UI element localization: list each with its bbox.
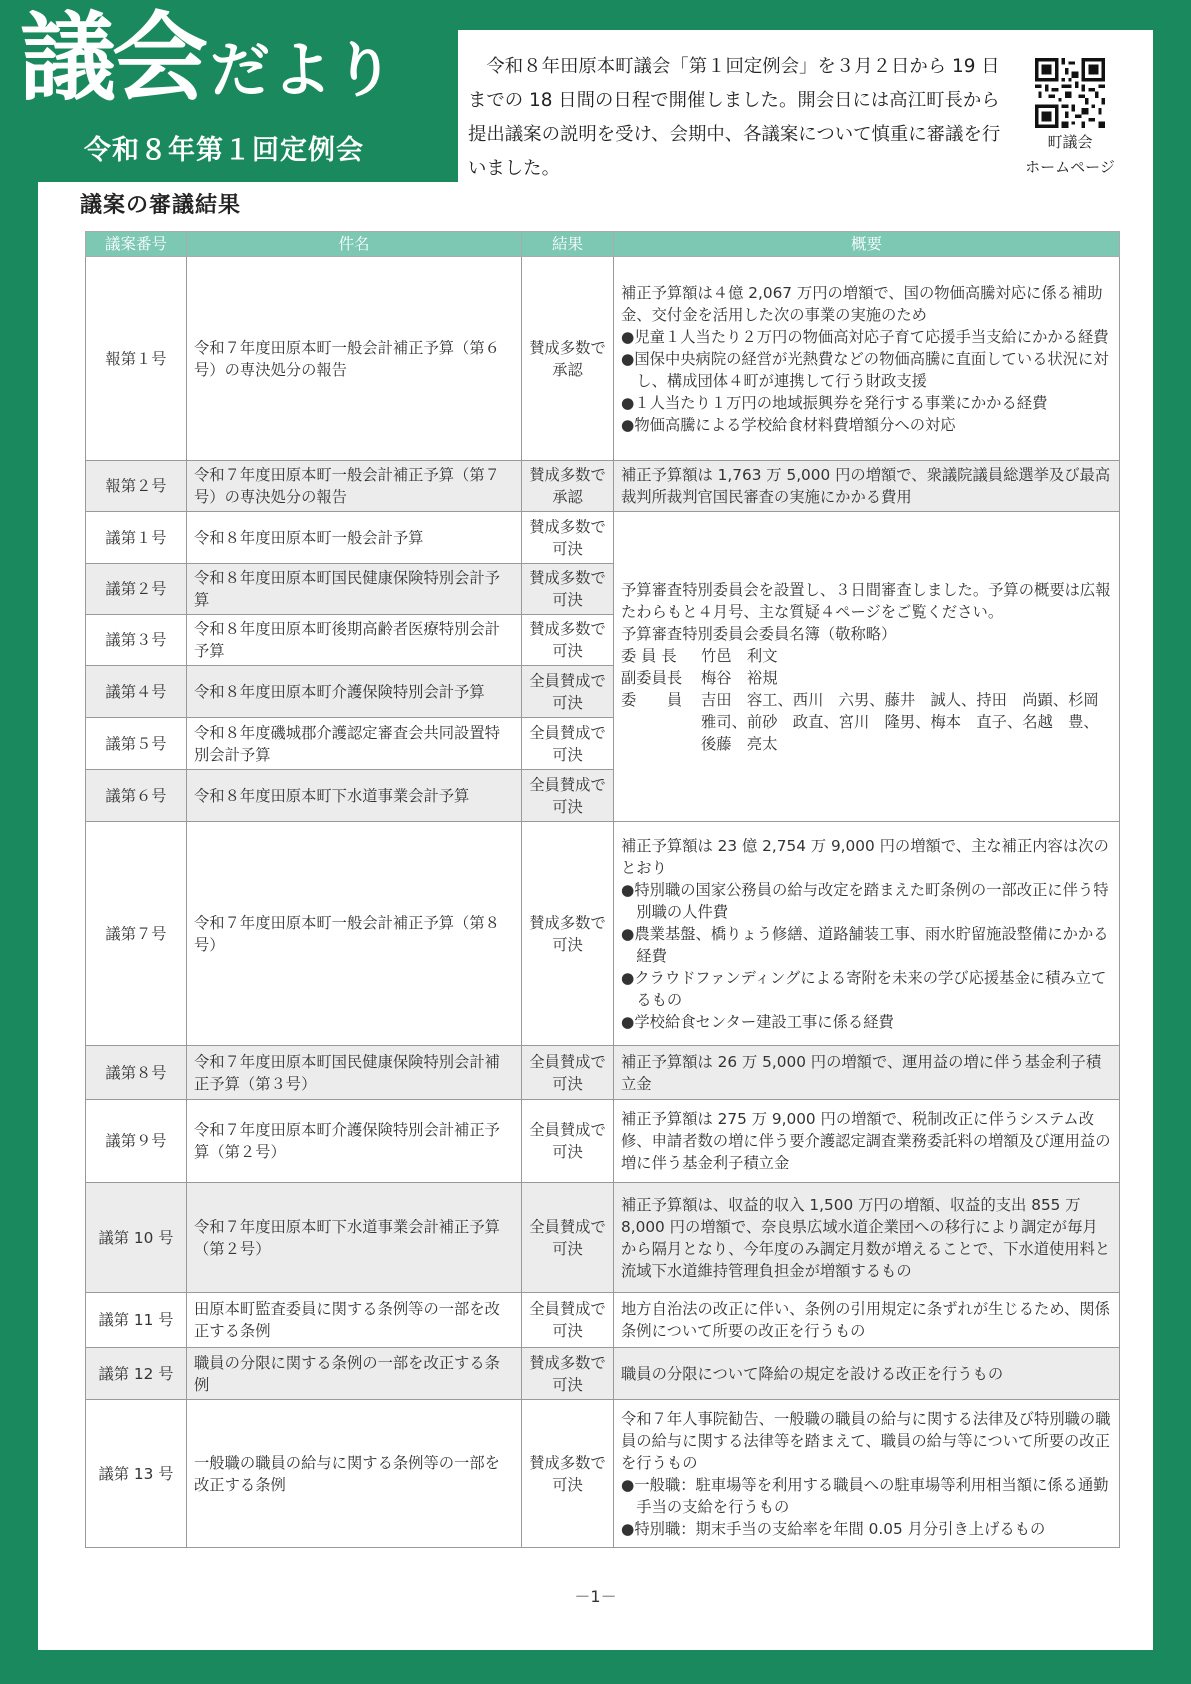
- qr-caption: [1010, 130, 1130, 180]
- member-names: 吉田 容工、西川 六男、藤井 誠人、持田 尚顕、杉岡 雅司、前砂 政直、宮川 隆男、梅本 直子、名越 豊、後藤 亮太: [701, 690, 1115, 753]
- bill-result: 全員賛成で可決: [522, 1183, 614, 1293]
- header-title: 件名: [187, 232, 522, 257]
- summary-bullet: ●農業基盤、橋りょう修繕、道路舗装工事、雨水貯留施設整備にかかる経費: [621, 924, 1109, 965]
- bill-number: 議第 11 号: [86, 1293, 187, 1348]
- member-row: [621, 645, 1112, 667]
- bill-summary: 職員の分限について降給の規定を設ける改正を行うもの: [614, 1348, 1120, 1400]
- bill-number: 議第３号: [86, 615, 187, 666]
- table-row: [86, 1400, 1120, 1548]
- bill-summary: 地方自治法の改正に伴い、条例の引用規定に条ずれが生じるため、関係条例について所要の改正を行うもの: [614, 1293, 1120, 1348]
- bill-title: 令和８年度田原本町国民健康保険特別会計予算: [187, 564, 522, 615]
- bill-result: 賛成多数で承認: [522, 461, 614, 512]
- member-row: [621, 667, 1112, 689]
- bill-title: 令和７年度田原本町一般会計補正予算（第８号）: [187, 822, 522, 1046]
- bill-summary: 補正予算額は 1,763 万 5,000 円の増額で、衆議院議員総選挙及び最高裁判所裁判官国民審査の実施にかかる費用: [614, 461, 1120, 512]
- intro-paragraph: 令和８年田原本町議会「第１回定例会」を３月２日から 19 日までの 18 日間の日程で開催しました。開会日には高江町長から提出議案の説明を受け、会期中、各議案について慎重に審議を行いました。: [468, 56, 1001, 179]
- bill-summary: 補正予算額は 275 万 9,000 円の増額で、税制改正に伴うシステム改修、申請者数の増に伴う要介護認定調査業務委託料の増額及び運用益の増に伴う基金利子積立金: [614, 1100, 1120, 1183]
- summary-bullet: ●一般職：駐車場等を利用する職員への駐車場等利用相当額に係る通勤手当の支給を行うもの: [621, 1475, 1109, 1516]
- table-row: [86, 1100, 1120, 1183]
- bill-title: 令和８年度田原本町一般会計予算: [187, 512, 522, 564]
- bill-result: 全員賛成で可決: [522, 1046, 614, 1100]
- bill-number: 報第１号: [86, 257, 187, 461]
- bill-number: 議第７号: [86, 822, 187, 1046]
- section-title: 議案の審議結果: [80, 193, 242, 218]
- member-role: 委 員 長: [621, 646, 677, 665]
- bill-title: 田原本町監査委員に関する条例等の一部を改正する条例: [187, 1293, 522, 1348]
- bill-title: 令和７年度田原本町下水道事業会計補正予算（第２号）: [187, 1183, 522, 1293]
- bill-summary: [614, 822, 1120, 1046]
- bill-result: 賛成多数で可決: [522, 1400, 614, 1548]
- bill-title: 職員の分限に関する条例の一部を改正する条例: [187, 1348, 522, 1400]
- bill-result: 賛成多数で可決: [522, 822, 614, 1046]
- bill-summary: [614, 1400, 1120, 1548]
- committee-title: 予算審査特別委員会委員名簿（敬称略）: [621, 624, 897, 643]
- bill-result: 全員賛成で可決: [522, 1100, 614, 1183]
- bill-number: 議第１号: [86, 512, 187, 564]
- bill-result: 全員賛成で可決: [522, 718, 614, 770]
- bill-title: 令和８年度田原本町介護保険特別会計予算: [187, 666, 522, 718]
- bill-summary: [614, 257, 1120, 461]
- bill-number: 議第 12 号: [86, 1348, 187, 1400]
- bill-title: 令和７年度田原本町国民健康保険特別会計補正予算（第３号）: [187, 1046, 522, 1100]
- budget-committee-summary: [614, 512, 1120, 822]
- table-row: [86, 822, 1120, 1046]
- bill-number: 報第２号: [86, 461, 187, 512]
- member-names: 竹邑 利文: [701, 646, 778, 665]
- header-summary: 概要: [614, 232, 1120, 257]
- bill-result: 賛成多数で可決: [522, 1348, 614, 1400]
- summary-bullet: ●１人当たり１万円の地域振興券を発行する事業にかかる経費: [621, 393, 1048, 412]
- bill-result: 賛成多数で承認: [522, 257, 614, 461]
- table-row: [86, 1293, 1120, 1348]
- table-row: [86, 257, 1120, 461]
- banner-title-main: 議会: [20, 2, 204, 114]
- header-result: 結果: [522, 232, 614, 257]
- table-row: [86, 512, 1120, 564]
- qr-caption-line1: 町議会: [1047, 133, 1093, 151]
- table-row: [86, 1046, 1120, 1100]
- bill-result: 全員賛成で可決: [522, 666, 614, 718]
- title-banner: [0, 0, 458, 182]
- table-row: [86, 1183, 1120, 1293]
- bill-number: 議第６号: [86, 770, 187, 822]
- bill-result: 賛成多数で可決: [522, 512, 614, 564]
- bill-title: 令和７年度田原本町一般会計補正予算（第６号）の専決処分の報告: [187, 257, 522, 461]
- bill-title: 一般職の職員の給与に関する条例等の一部を改正する条例: [187, 1400, 522, 1548]
- member-role: 委 員: [621, 690, 683, 709]
- table-row: [86, 461, 1120, 512]
- bill-result: 賛成多数で可決: [522, 615, 614, 666]
- bill-number: 議第９号: [86, 1100, 187, 1183]
- table-row: [86, 1348, 1120, 1400]
- summary-bullet: ●特別職：期末手当の支給率を年間 0.05 月分引き上げるもの: [621, 1519, 1046, 1538]
- bill-summary: 補正予算額は、収益的収入 1,500 万円の増額、収益的支出 855 万 8,000 円の増額で、奈良県広域水道企業団への移行により調定が毎月から隔月となり、今年度のみ調定月数が増えることで、下水道使用料と流域下水道維持管理負担金が増額するもの: [614, 1183, 1120, 1293]
- page-number: －1－: [574, 1587, 617, 1606]
- qr-caption-line2: ホームページ: [1025, 158, 1115, 176]
- qr-code-icon: [1035, 58, 1105, 128]
- bill-number: 議第５号: [86, 718, 187, 770]
- summary-bullet: ●クラウドファンディングによる寄附を未来の学び応援基金に積み立てるもの: [621, 968, 1107, 1009]
- bill-number: 議第 13 号: [86, 1400, 187, 1548]
- bill-title: 令和８年度田原本町下水道事業会計予算: [187, 770, 522, 822]
- member-role: 副委員長: [621, 668, 683, 687]
- agenda-table: [85, 231, 1120, 1548]
- table-header-row: [86, 232, 1120, 257]
- budget-intro: 予算審査特別委員会を設置し、３日間審査しました。予算の概要は広報たわらもと４月号、主な質疑４ページをご覧ください。: [621, 580, 1111, 621]
- bill-result: 賛成多数で可決: [522, 564, 614, 615]
- member-names: 梅谷 裕規: [701, 668, 778, 687]
- summary-line: 補正予算額は４億 2,067 万円の増額で、国の物価高騰対応に係る補助金、交付金を活用した次の事業の実施のため: [621, 283, 1103, 324]
- member-row: [621, 689, 1115, 755]
- bill-summary: 補正予算額は 26 万 5,000 円の増額で、運用益の増に伴う基金利子積立金: [614, 1046, 1120, 1100]
- summary-bullet: ●国保中央病院の経営が光熱費などの物価高騰に直面している状況に対し、構成団体４町が連携して行う財政支援: [621, 349, 1109, 390]
- bill-number: 議第８号: [86, 1046, 187, 1100]
- bill-title: 令和８年度田原本町後期高齢者医療特別会計予算: [187, 615, 522, 666]
- banner-subtitle: 令和８年第１回定例会: [84, 135, 364, 166]
- banner-title: [20, 2, 396, 114]
- bill-title: 令和７年度田原本町一般会計補正予算（第７号）の専決処分の報告: [187, 461, 522, 512]
- summary-bullet: ●児童１人当たり２万円の物価高対応子育て応援手当支給にかかる経費: [621, 327, 1109, 346]
- summary-bullet: ●学校給食センター建設工事に係る経費: [621, 1012, 894, 1031]
- banner-title-sub: だより: [210, 36, 396, 106]
- header-number: 議案番号: [86, 232, 187, 257]
- bill-title: 令和８年度磯城郡介護認定審査会共同設置特別会計予算: [187, 718, 522, 770]
- bill-result: 全員賛成で可決: [522, 770, 614, 822]
- bill-number: 議第２号: [86, 564, 187, 615]
- summary-line: 令和７年人事院勧告、一般職の職員の給与に関する法律及び特別職の職員の給与に関する法律等を踏まえて、職員の給与等について所要の改正を行うもの: [621, 1409, 1111, 1472]
- bill-number: 議第 10 号: [86, 1183, 187, 1293]
- bill-title: 令和７年度田原本町介護保険特別会計補正予算（第２号）: [187, 1100, 522, 1183]
- summary-line: 補正予算額は 23 億 2,754 万 9,000 円の増額で、主な補正内容は次のとおり: [621, 836, 1109, 877]
- bill-result: 全員賛成で可決: [522, 1293, 614, 1348]
- bill-number: 議第４号: [86, 666, 187, 718]
- summary-bullet: ●物価高騰による学校給食材料費増額分への対応: [621, 415, 956, 434]
- summary-bullet: ●特別職の国家公務員の給与改定を踏まえた町条例の一部改正に伴う特別職の人件費: [621, 880, 1109, 921]
